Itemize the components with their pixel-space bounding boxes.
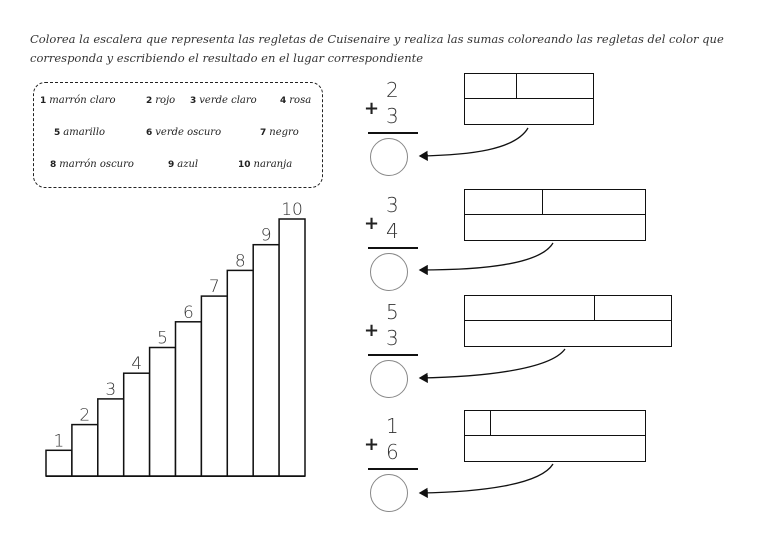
- second-addend: 3: [386, 326, 399, 350]
- legend-item: 6 verde oscuro: [146, 127, 222, 138]
- staircase-rod-1[interactable]: [46, 450, 72, 476]
- staircase-rod-7[interactable]: [201, 296, 227, 476]
- staircase-rod-4[interactable]: [124, 373, 150, 476]
- answer-circle[interactable]: [370, 474, 408, 512]
- rod-divider: [542, 190, 543, 215]
- staircase-label-5: 5: [157, 328, 168, 349]
- sum-problem-4: [364, 416, 424, 506]
- addend-rods[interactable]: [465, 296, 671, 321]
- rod-divider: [516, 74, 517, 99]
- second-addend: 4: [386, 219, 399, 243]
- staircase-label-7: 7: [208, 277, 220, 298]
- staircase-rod-8[interactable]: [227, 270, 253, 476]
- staircase-rod-10[interactable]: [279, 219, 305, 476]
- addend-rods[interactable]: [465, 190, 645, 215]
- first-addend: 5: [386, 300, 399, 324]
- second-addend: 3: [386, 104, 399, 128]
- rod-divider: [594, 296, 595, 321]
- second-addend: 6: [386, 440, 399, 464]
- legend-item: 9 azul: [168, 159, 199, 170]
- staircase-rod-9[interactable]: [253, 245, 279, 476]
- addend-rods[interactable]: [465, 74, 593, 99]
- rod-divider: [490, 411, 491, 436]
- rod-pair-3[interactable]: [464, 295, 672, 347]
- legend-item: 10 naranja: [238, 159, 293, 170]
- instructions-line-2: corresponda y escribiendo el resultado en el lugar correspondiente: [30, 51, 424, 65]
- first-addend: 3: [386, 193, 399, 217]
- sum-problem-3: [364, 302, 424, 392]
- staircase-label-4: 4: [131, 354, 143, 375]
- staircase-label-10: 10: [281, 200, 303, 220]
- answer-circle[interactable]: [370, 360, 408, 398]
- legend-item: 2 rojo: [146, 95, 176, 106]
- staircase-label-9: 9: [260, 225, 272, 246]
- plus-sign: +: [364, 213, 380, 234]
- sum-line: [368, 354, 418, 356]
- staircase-rod-2[interactable]: [72, 425, 98, 476]
- staircase-label-3: 3: [105, 379, 117, 400]
- sum-problem-1: [364, 80, 424, 170]
- staircase-rod-3[interactable]: [98, 399, 124, 476]
- plus-sign: +: [364, 320, 380, 341]
- plus-sign: +: [364, 98, 380, 119]
- first-addend: 1: [386, 414, 399, 438]
- staircase-label-2: 2: [79, 405, 91, 426]
- legend-item: 4 rosa: [280, 95, 312, 106]
- plus-sign: +: [364, 434, 380, 455]
- legend-item: 8 marrón oscuro: [50, 159, 134, 170]
- legend-item: 7 negro: [260, 127, 299, 138]
- answer-circle[interactable]: [370, 138, 408, 176]
- staircase-label-8: 8: [234, 251, 246, 272]
- staircase-rod-5[interactable]: [150, 348, 176, 477]
- first-addend: 2: [386, 78, 399, 102]
- legend-item: 3 verde claro: [190, 95, 257, 106]
- rod-pair-4[interactable]: [464, 410, 646, 462]
- sum-line: [368, 247, 418, 249]
- addend-rods[interactable]: [465, 411, 645, 436]
- rod-pair-1[interactable]: [464, 73, 594, 125]
- staircase-label-6: 6: [183, 302, 194, 323]
- answer-circle[interactable]: [370, 253, 408, 291]
- instructions-line-1: Colorea la escalera que representa las regletas de Cuisenaire y realiza las sumas coloreando las regletas del color que: [30, 32, 724, 46]
- staircase-rod-6[interactable]: [176, 322, 202, 476]
- staircase-label-1: 1: [53, 431, 65, 452]
- sum-line: [368, 468, 418, 470]
- sum-problem-2: [364, 195, 424, 285]
- rod-pair-2[interactable]: [464, 189, 646, 241]
- legend-item: 1 marrón claro: [40, 95, 116, 106]
- sum-line: [368, 132, 418, 134]
- legend-item: 5 amarillo: [54, 127, 106, 138]
